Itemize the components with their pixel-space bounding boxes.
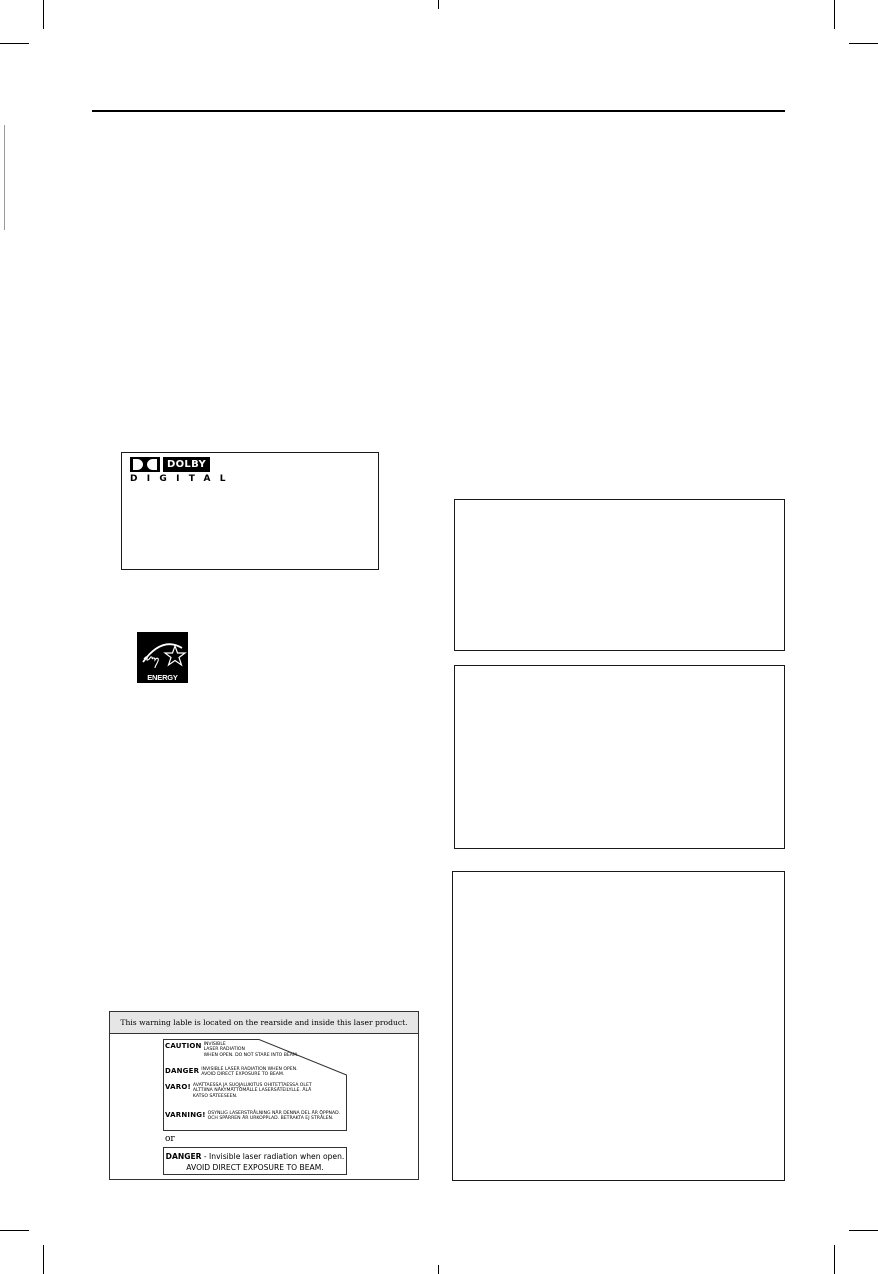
dolby-logo: [130, 457, 210, 475]
laser-word-varning: VARNING!: [165, 1111, 206, 1119]
laser-text-caution: INVISIBLE LASER RADIATION WHEN OPEN. DO NOT STARE INTO BEAM.: [203, 1042, 299, 1058]
crop-mark-bottom-right-horizontal: [849, 1230, 878, 1231]
laser-or-text: or: [165, 1134, 175, 1144]
laser-text-varo: AVATTAESSA JA SUOJALUKITUS OHITETTAESSA OLET ALTTIINA NÄKYMÄTTÖMÄLLE LASERSÄTEILYLLE. ÄLÄ KATSO SÄTEESEEN.: [192, 1083, 312, 1099]
laser-word-varo: VARO!: [165, 1083, 191, 1091]
header-rule: [92, 110, 785, 112]
laser-danger-line-2: AVOID DIRECT EXPOSURE TO BEAM.: [186, 1163, 324, 1172]
energy-star-icon: [137, 632, 188, 672]
energy-star-label: ENERGY STAR: [137, 672, 188, 683]
laser-row-varo: [165, 1083, 312, 1102]
laser-text-danger: INVISIBLE LASER RADIATION WHEN OPEN. AVOID DIRECT EXPOSURE TO BEAM.: [201, 1067, 298, 1078]
crop-mark-bottom-left-horizontal: [0, 1230, 29, 1231]
laser-danger-line-1: [164, 1151, 346, 1162]
laser-danger-box: [163, 1147, 347, 1175]
left-margin-line: [4, 125, 5, 230]
laser-danger-text: - Invisible laser radiation when open.: [201, 1152, 345, 1161]
crop-mark-top-left-horizontal: [0, 43, 29, 44]
notice-box-3: [452, 871, 785, 1181]
notice-box-1: [454, 499, 785, 651]
laser-danger-word: DANGER: [165, 1152, 202, 1161]
laser-word-danger: DANGER: [165, 1067, 200, 1075]
crop-mark-top-center: [438, 0, 439, 9]
laser-text-varning: OSYNLIG LASERSTRÅLNING NÄR DENNA DEL ÄR ÖPPNAD. OCH SPÄRREN ÄR URKOPPLAD. BETRAKTA EJ STRÅLEN.: [207, 1111, 341, 1122]
laser-word-caution: CAUTION: [165, 1042, 202, 1050]
dolby-brand: DOLBY: [163, 457, 210, 472]
laser-warning-panel: [163, 1039, 347, 1131]
crop-mark-top-right-horizontal: [849, 43, 878, 44]
crop-mark-top-left-vertical: [43, 0, 44, 29]
crop-mark-bottom-center: [438, 1265, 439, 1274]
crop-mark-bottom-left-vertical: [43, 1245, 44, 1274]
laser-label-header: This warning lable is located on the rearside and inside this laser product.: [110, 1012, 418, 1034]
laser-warning-label: [109, 1011, 419, 1180]
laser-row-varning: [165, 1111, 340, 1130]
dolby-double-d-icon: [130, 457, 160, 472]
energy-star-logo: [137, 632, 188, 693]
dolby-digital-box: [121, 452, 379, 570]
crop-mark-top-right-vertical: [834, 0, 835, 29]
laser-row-caution: [165, 1042, 298, 1061]
dolby-subtitle: DIGITAL: [130, 474, 235, 484]
notice-box-2: [454, 665, 785, 849]
crop-mark-bottom-right-vertical: [834, 1245, 835, 1274]
